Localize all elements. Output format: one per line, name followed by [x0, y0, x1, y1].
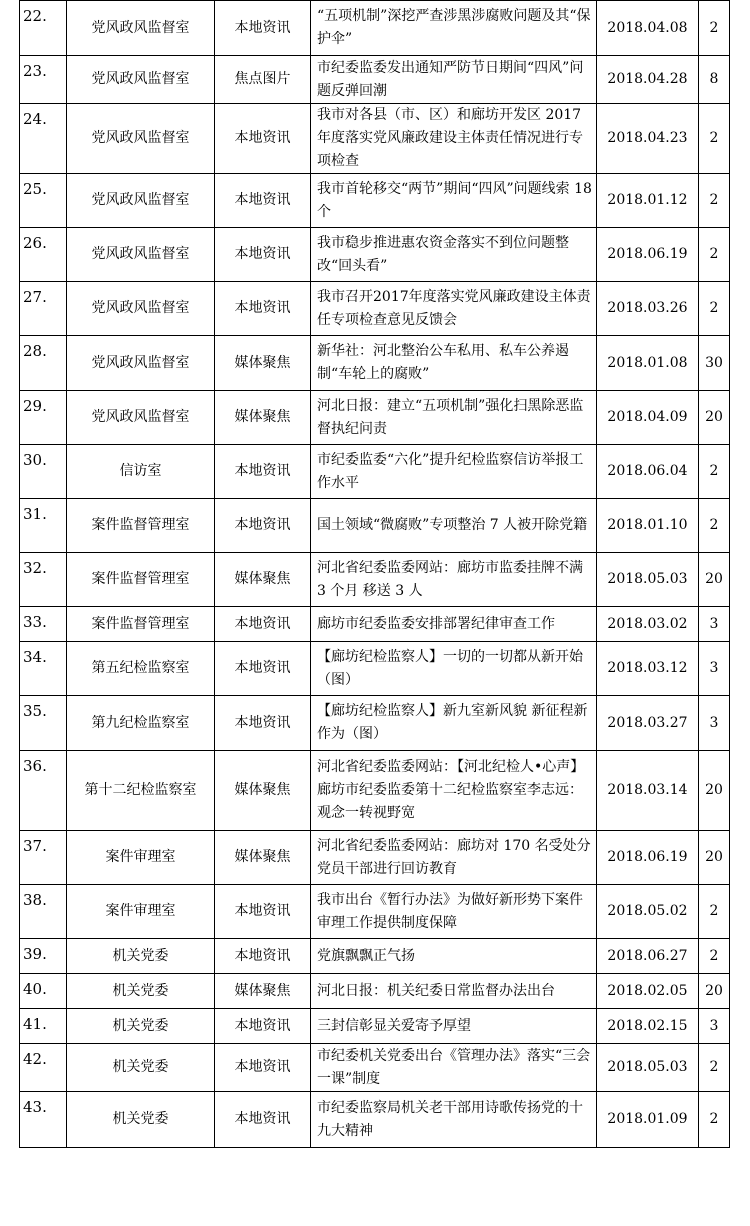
category-cell: 本地资讯 — [215, 228, 311, 282]
department-cell: 党风政风监督室 — [67, 174, 215, 228]
row-number: 23. — [20, 56, 67, 104]
row-number: 33. — [20, 607, 67, 642]
count-cell: 20 — [699, 553, 730, 607]
article-title-cell: 河北省纪委监委网站：【河北纪检人•心声】廊坊市纪委监委第十二纪检监察室李志远：观念一转视野宽 — [311, 751, 597, 831]
table-row — [20, 696, 730, 751]
count-cell: 3 — [699, 1009, 730, 1044]
publish-date-cell: 2018.04.09 — [597, 391, 699, 445]
publish-date-cell: 2018.01.08 — [597, 336, 699, 391]
department-cell: 党风政风监督室 — [67, 1, 215, 56]
article-title-cell: 河北日报：建立“五项机制”强化扫黑除恶监督执纪问责 — [311, 391, 597, 445]
article-title-cell: 河北省纪委监委网站：廊坊对 170 名受处分党员干部进行回访教育 — [311, 831, 597, 885]
category-cell: 媒体聚焦 — [215, 553, 311, 607]
article-title-cell: 新华社：河北整治公车私用、私车公养遏制“车轮上的腐败” — [311, 336, 597, 391]
publish-date-cell: 2018.03.27 — [597, 696, 699, 751]
publish-date-cell: 2018.04.23 — [597, 104, 699, 174]
article-title-cell: 河北日报：机关纪委日常监督办法出台 — [311, 974, 597, 1009]
category-cell: 本地资讯 — [215, 642, 311, 696]
category-cell: 本地资讯 — [215, 445, 311, 499]
row-number: 25. — [20, 174, 67, 228]
table-row — [20, 751, 730, 831]
row-number: 28. — [20, 336, 67, 391]
department-cell: 机关党委 — [67, 1044, 215, 1092]
article-title-cell: 三封信彰显关爱寄予厚望 — [311, 1009, 597, 1044]
department-cell: 案件监督管理室 — [67, 499, 215, 553]
row-number: 26. — [20, 228, 67, 282]
count-cell: 2 — [699, 885, 730, 939]
count-cell: 2 — [699, 1044, 730, 1092]
department-cell: 第五纪检监察室 — [67, 642, 215, 696]
category-cell: 本地资讯 — [215, 1009, 311, 1044]
count-cell: 2 — [699, 282, 730, 336]
article-title-cell: 我市对各县（市、区）和廊坊开发区 2017 年度落实党风廉政建设主体责任情况进行专项检查 — [311, 104, 597, 174]
row-number: 38. — [20, 885, 67, 939]
category-cell: 本地资讯 — [215, 499, 311, 553]
row-number: 40. — [20, 974, 67, 1009]
article-title-cell: 我市出台《暂行办法》为做好新形势下案件审理工作提供制度保障 — [311, 885, 597, 939]
department-cell: 机关党委 — [67, 1092, 215, 1148]
count-cell: 2 — [699, 939, 730, 974]
article-title-cell: 市纪委监委发出通知严防节日期间“四风”问题反弹回潮 — [311, 56, 597, 104]
table-row — [20, 336, 730, 391]
category-cell: 媒体聚焦 — [215, 974, 311, 1009]
article-title-cell: 【廊坊纪检监察人】一切的一切都从新开始（图） — [311, 642, 597, 696]
table-row — [20, 499, 730, 553]
row-number: 42. — [20, 1044, 67, 1092]
table-body — [20, 1, 730, 1148]
publish-date-cell: 2018.05.03 — [597, 1044, 699, 1092]
publish-date-cell: 2018.01.12 — [597, 174, 699, 228]
department-cell: 案件审理室 — [67, 885, 215, 939]
department-cell: 机关党委 — [67, 1009, 215, 1044]
department-cell: 机关党委 — [67, 974, 215, 1009]
department-cell: 信访室 — [67, 445, 215, 499]
department-cell: 案件监督管理室 — [67, 553, 215, 607]
count-cell: 8 — [699, 56, 730, 104]
article-title-cell: 国土领域“微腐败”专项整治 7 人被开除党籍 — [311, 499, 597, 553]
category-cell: 媒体聚焦 — [215, 751, 311, 831]
count-cell: 2 — [699, 104, 730, 174]
department-cell: 第九纪检监察室 — [67, 696, 215, 751]
category-cell: 本地资讯 — [215, 1044, 311, 1092]
article-title-cell: 市纪委机关党委出台《管理办法》落实“三会一课”制度 — [311, 1044, 597, 1092]
article-title-cell: 我市首轮移交“两节”期间“四风”问题线索 18 个 — [311, 174, 597, 228]
table-row — [20, 1009, 730, 1044]
department-cell: 党风政风监督室 — [67, 282, 215, 336]
publish-date-cell: 2018.04.08 — [597, 1, 699, 56]
category-cell: 本地资讯 — [215, 104, 311, 174]
row-number: 39. — [20, 939, 67, 974]
count-cell: 20 — [699, 751, 730, 831]
count-cell: 2 — [699, 228, 730, 282]
table-row — [20, 104, 730, 174]
count-cell: 3 — [699, 696, 730, 751]
category-cell: 本地资讯 — [215, 1092, 311, 1148]
row-number: 41. — [20, 1009, 67, 1044]
row-number: 31. — [20, 499, 67, 553]
category-cell: 本地资讯 — [215, 885, 311, 939]
department-cell: 机关党委 — [67, 939, 215, 974]
row-number: 27. — [20, 282, 67, 336]
category-cell: 媒体聚焦 — [215, 831, 311, 885]
table-row — [20, 553, 730, 607]
table-row — [20, 282, 730, 336]
department-cell: 党风政风监督室 — [67, 104, 215, 174]
row-number: 30. — [20, 445, 67, 499]
publish-date-cell: 2018.06.27 — [597, 939, 699, 974]
table-row — [20, 1092, 730, 1148]
count-cell: 2 — [699, 499, 730, 553]
category-cell: 本地资讯 — [215, 939, 311, 974]
department-cell: 党风政风监督室 — [67, 228, 215, 282]
row-number: 22. — [20, 1, 67, 56]
table-row — [20, 1044, 730, 1092]
category-cell: 本地资讯 — [215, 696, 311, 751]
row-number: 32. — [20, 553, 67, 607]
count-cell: 2 — [699, 1092, 730, 1148]
category-cell: 本地资讯 — [215, 282, 311, 336]
article-title-cell: 【廊坊纪检监察人】新九室新风貌 新征程新作为（图） — [311, 696, 597, 751]
table-row — [20, 391, 730, 445]
count-cell: 3 — [699, 607, 730, 642]
row-number: 34. — [20, 642, 67, 696]
publish-date-cell: 2018.01.10 — [597, 499, 699, 553]
publish-date-cell: 2018.05.02 — [597, 885, 699, 939]
row-number: 37. — [20, 831, 67, 885]
row-number: 43. — [20, 1092, 67, 1148]
table-row — [20, 642, 730, 696]
count-cell: 2 — [699, 445, 730, 499]
count-cell: 2 — [699, 1, 730, 56]
publish-date-cell: 2018.04.28 — [597, 56, 699, 104]
table-row — [20, 974, 730, 1009]
category-cell: 本地资讯 — [215, 1, 311, 56]
article-title-cell: 市纪委监委“六化”提升纪检监察信访举报工作水平 — [311, 445, 597, 499]
department-cell: 第十二纪检监察室 — [67, 751, 215, 831]
count-cell: 2 — [699, 174, 730, 228]
publish-date-cell: 2018.01.09 — [597, 1092, 699, 1148]
category-cell: 本地资讯 — [215, 174, 311, 228]
department-cell: 案件审理室 — [67, 831, 215, 885]
publish-date-cell: 2018.03.02 — [597, 607, 699, 642]
count-cell: 3 — [699, 642, 730, 696]
count-cell: 20 — [699, 974, 730, 1009]
article-title-cell: 我市召开2017年度落实党风廉政建设主体责任专项检查意见反馈会 — [311, 282, 597, 336]
table-row — [20, 174, 730, 228]
article-title-cell: “五项机制”深挖严查涉黑涉腐败问题及其“保护伞” — [311, 1, 597, 56]
row-number: 24. — [20, 104, 67, 174]
row-number: 35. — [20, 696, 67, 751]
table-row — [20, 831, 730, 885]
table-row — [20, 445, 730, 499]
count-cell: 20 — [699, 831, 730, 885]
category-cell: 焦点图片 — [215, 56, 311, 104]
department-cell: 党风政风监督室 — [67, 391, 215, 445]
publish-date-cell: 2018.03.26 — [597, 282, 699, 336]
table-row — [20, 939, 730, 974]
count-cell: 20 — [699, 391, 730, 445]
row-number: 29. — [20, 391, 67, 445]
table-row — [20, 607, 730, 642]
row-number: 36. — [20, 751, 67, 831]
table-row — [20, 56, 730, 104]
table-row — [20, 885, 730, 939]
department-cell: 党风政风监督室 — [67, 56, 215, 104]
article-title-cell: 河北省纪委监委网站：廊坊市监委挂牌不满 3 个月 移送 3 人 — [311, 553, 597, 607]
count-cell: 30 — [699, 336, 730, 391]
department-cell: 党风政风监督室 — [67, 336, 215, 391]
article-title-cell: 我市稳步推进惠农资金落实不到位问题整改“回头看” — [311, 228, 597, 282]
table-row — [20, 1, 730, 56]
article-title-cell: 市纪委监察局机关老干部用诗歌传扬党的十九大精神 — [311, 1092, 597, 1148]
category-cell: 媒体聚焦 — [215, 391, 311, 445]
publish-date-cell: 2018.02.05 — [597, 974, 699, 1009]
category-cell: 媒体聚焦 — [215, 336, 311, 391]
article-title-cell: 廊坊市纪委监委安排部署纪律审查工作 — [311, 607, 597, 642]
publish-date-cell: 2018.03.12 — [597, 642, 699, 696]
publish-date-cell: 2018.06.19 — [597, 228, 699, 282]
publish-date-cell: 2018.05.03 — [597, 553, 699, 607]
article-stats-table — [19, 0, 730, 1148]
category-cell: 本地资讯 — [215, 607, 311, 642]
publish-date-cell: 2018.06.04 — [597, 445, 699, 499]
publish-date-cell: 2018.03.14 — [597, 751, 699, 831]
article-title-cell: 党旗飘飘正气扬 — [311, 939, 597, 974]
publish-date-cell: 2018.02.15 — [597, 1009, 699, 1044]
table-row — [20, 228, 730, 282]
department-cell: 案件监督管理室 — [67, 607, 215, 642]
publish-date-cell: 2018.06.19 — [597, 831, 699, 885]
